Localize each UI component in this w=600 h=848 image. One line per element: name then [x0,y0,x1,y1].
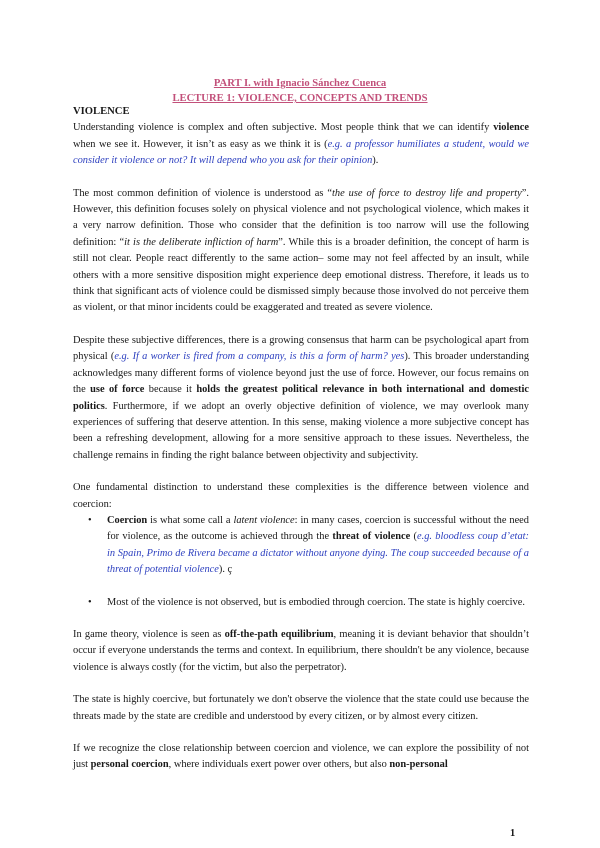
part-title: PART I. with Ignacio Sánchez Cuenca [213,78,387,89]
paragraph-1: Understanding violence is complex and often subjective. Most people think that we can identify violence when we see it. However, it isn’t as easy as we think it is (e.g. a professor humiliates a student, would we consider it violence or not? It will depend who you ask for their opinion). [73,122,529,167]
example-text: e.g. a professor humiliates a student, would we consider it violence or not? It will depend who you ask for their opinion [73,138,529,167]
section-heading: VIOLENCE [73,106,130,117]
list-item-observed: • Most of the violence is not observed, but is embodied through coercion. The state is highly coercive. [73,595,529,611]
example-text: e.g. bloodless coup d’etat: in Spain, Primo de Rivera became a dictator without anyone dying. The coup succeeded because of a threat of potential violence [107,531,529,576]
bullet-list [73,513,529,611]
list-item-coercion: • Coercion is what some call a latent violence: in many cases, coercion is successful without the need for violence, as the outcome is achieved through the threat of violence (e.g. bloodless coup d’etat: in Spain, Primo de Rivera became a dictator without anyone dying. The coup succeeded because of a threat of potential violence). ç [73,513,529,579]
paragraph-4: One fundamental distinction to understand these complexities is the difference between violence and coercion: [73,482,529,510]
lecture-title: LECTURE 1: VIOLENCE, CONCEPTS AND TRENDS [172,93,428,104]
paragraph-3: Despite these subjective differences, there is a growing consensus that harm can be psychological apart from physical (e.g. If a worker is fired from a company, is this a form of harm? yes). This broader understanding acknowledges many different forms of violence beyond just the use of force. However, our focus remains on the use of force because it holds the greatest political relevance in both international and domestic politics. Furthermore, if we adopt an overly objective definition of violence, we may overlook many experiences of suffering that deserve attention. In this sense, making violence a more subjective concept has been a refreshing development, allowing for a more sensitive approach to these issues. Nevertheless, the challenge remains in finding the right balance between objectivity and subjectivity. [73,334,530,461]
paragraph-5: In game theory, violence is seen as off-the-path equilibrium, meaning it is deviant behavior that shouldn’t occur if everyone understands the terms and context. In equilibrium, there shouldn't be any violence, because violence is always costly (for the victim, but also the perpetrator). [73,628,529,673]
paragraph-7: If we recognize the close relationship between coercion and violence, we can explore the possibility of not just personal coercion, where individuals exert power over others, but also non-personal [73,743,529,771]
paragraph-2: The most common definition of violence is understood as “the use of force to destroy life and property”. However, this definition focuses solely on physical violence and not psychological violence, which makes it a very narrow definition. Those who consider that the definition is too narrow will use the following definition: “it is the deliberate infliction of harm”. While this is a broader definition, the concept of harm is still not clear. People react differently to the same action– some may not feel affected by an insult, while others with a more sensitive disposition might experience deep emotional distress. Therefore, it leads us to think that significant acts of violence could be dismissed simply because those involved do not perceive them as violent, or that minor incidents could be exaggerated and treated as severe violence. [73,187,529,314]
example-text: e.g. If a worker is fired from a company, is this a form of harm? yes [114,351,405,363]
paragraph-6: The state is highly coercive, but fortunately we don't observe the violence that the state could use because the threats made by the state are credible and understood by every citizen, or by almost every citizen. [73,694,529,722]
document-body [73,104,529,790]
quote-text: it is the deliberate infliction of harm [124,236,279,248]
page-number: 1 [510,828,516,839]
quote-text: the use of force to destroy life and property [331,187,522,199]
document-header [0,76,600,106]
